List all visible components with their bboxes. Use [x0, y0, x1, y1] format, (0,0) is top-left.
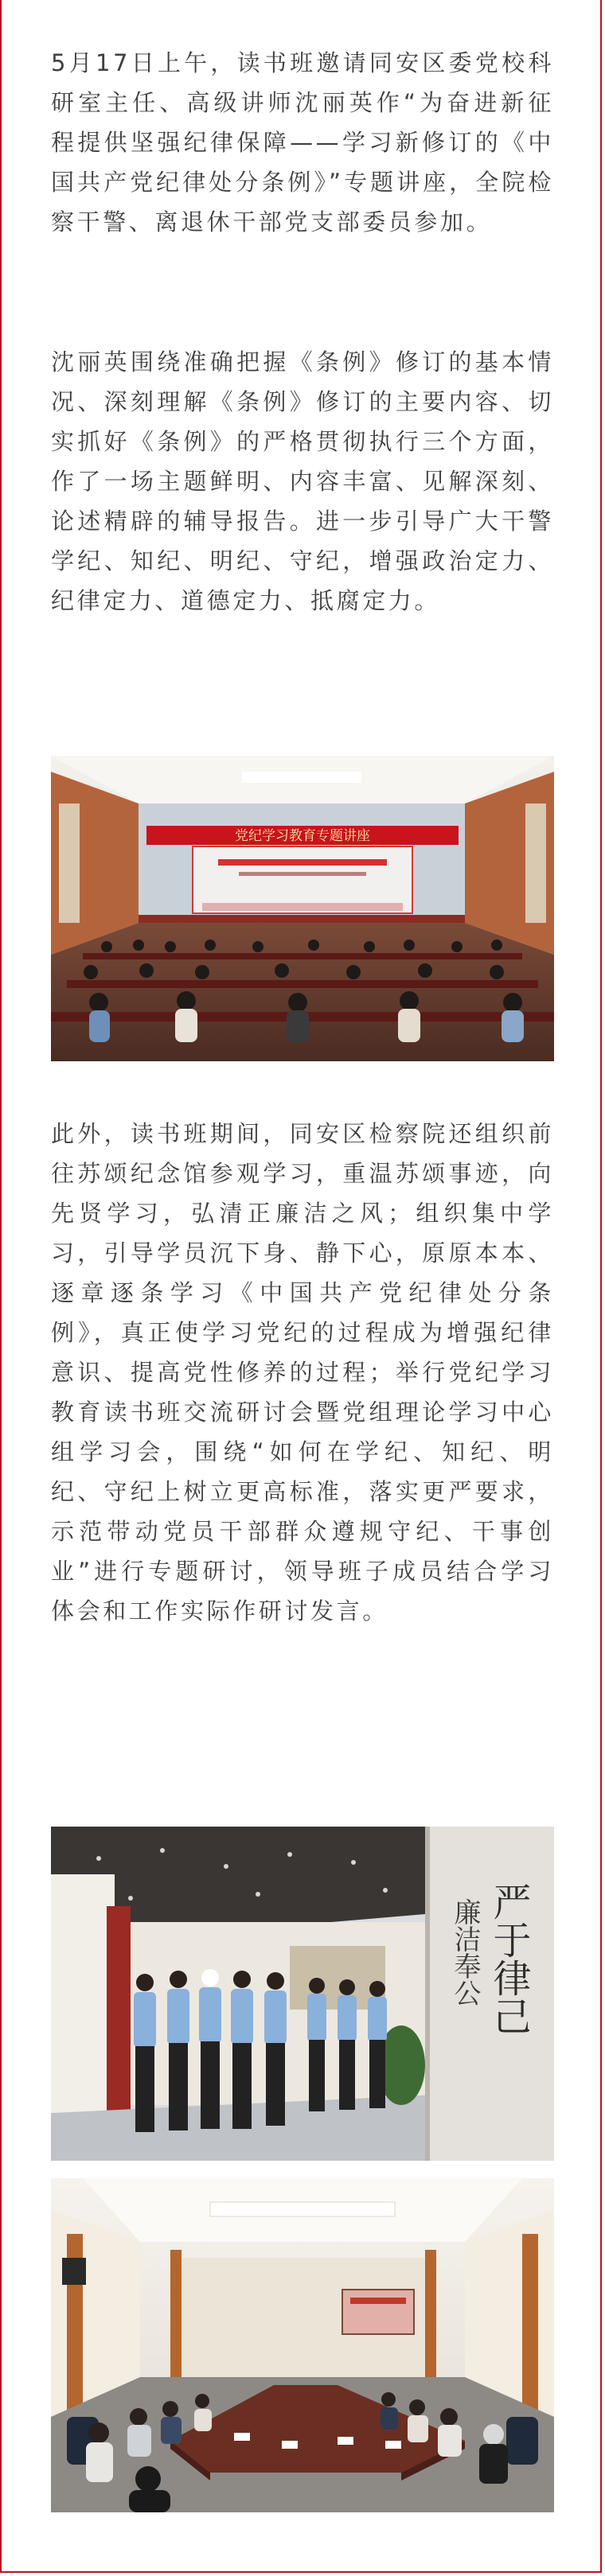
paragraph-2	[51, 342, 554, 621]
lecture-banner-text: 党纪学习教育专题讲座	[235, 828, 370, 844]
museum-wall-calligraphy: 严于律己	[486, 1882, 531, 2035]
museum-wall-calligraphy-small: 廉洁奉公	[449, 1898, 481, 2006]
museum-visit-photo	[51, 1827, 554, 2161]
paragraph-3	[51, 1114, 554, 1631]
paragraph-1	[51, 43, 554, 242]
paragraph-text: 5月17日上午，读书班邀请同安区委党校科研室主任、高级讲师沈丽英作“为奋进新征程提供坚强纪律保障——学习新修订的《中国共产党纪律处分条例》”专题讲座，全院检察干警、离退休干部党支部委员参加。	[51, 49, 554, 235]
paragraph-text: 此外，读书班期间，同安区检察院还组织前往苏颂纪念馆参观学习，重温苏颂事迹，向先贤学习，弘清正廉洁之风；组织集中学习，引导学员沉下身、静下心，原原本本、逐章逐条学习《中国共产党纪律处分条例》，真正使学习党纪的过程成为增强纪律意识、提高党性修养的过程；举行党纪学习教育读书班交流研讨会暨党组理论学习中心组学习会，围绕“如何在学纪、知纪、明纪、守纪上树立更高标准，落实更严要求，示范带动党员干部群众遵规守纪、干事创业”进行专题研讨，领导班子成员结合学习体会和工作实际作研讨发言。	[51, 1120, 554, 1625]
paragraph-text: 沈丽英围绕准确把握《条例》修订的基本情况、深刻理解《条例》修订的主要内容、切实抓好《条例》的严格贯彻执行三个方面，作了一场主题鲜明、内容丰富、见解深刻、论述精辟的辅导报告。进一步引导广大干警学纪、知纪、明纪、守纪，增强政治定力、纪律定力、道德定力、抵腐定力。	[51, 348, 554, 614]
meeting-room-photo	[51, 2178, 554, 2512]
lecture-hall-photo	[51, 756, 554, 1061]
